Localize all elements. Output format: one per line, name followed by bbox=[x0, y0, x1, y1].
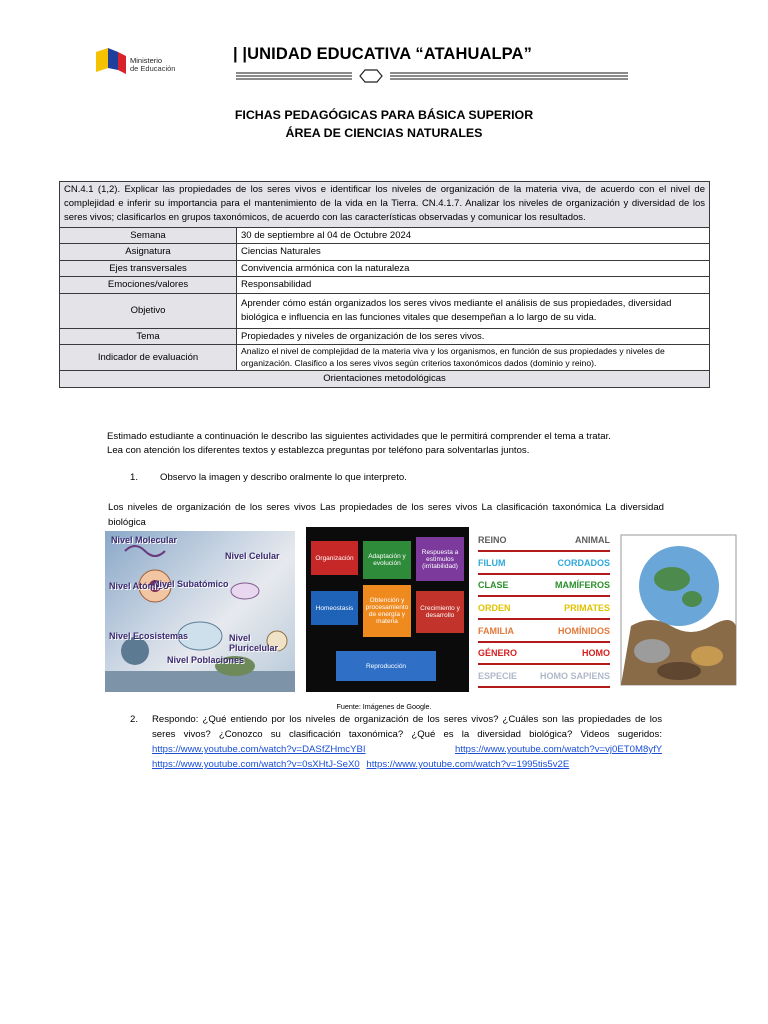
tax-left-4: FAMILIA bbox=[478, 625, 514, 636]
taxonomy-row bbox=[478, 598, 610, 620]
box-crecimiento: Crecimiento y desarrollo bbox=[416, 591, 464, 633]
tax-left-6: ESPECIE bbox=[478, 670, 518, 681]
label-ecosistemas: Nivel Ecosistemas bbox=[109, 631, 189, 641]
row-value-indicador: Analizo el nivel de complejidad de la materia viva y los organismos, en función de sus propiedades y niveles de organización. Clasifico a los seres vivos según criterios taxonómicos dados (dominio y reino). bbox=[237, 345, 710, 371]
table-row bbox=[60, 293, 710, 328]
image-caption: Fuente: Imágenes de Google. bbox=[336, 702, 432, 711]
intro-text bbox=[107, 430, 707, 458]
intro-line1: Estimado estudiante a continuación le describo las siguientes actividades que le permitirá comprender el tema a tratar. bbox=[107, 431, 611, 442]
table-row bbox=[60, 227, 710, 244]
table-row bbox=[60, 277, 710, 294]
intro-line2: Lea con atención los diferentes textos y establezca preguntas por teléfono para solventarlas juntos. bbox=[107, 445, 530, 456]
logo-line1: Ministerio bbox=[130, 56, 163, 65]
logo-line2: de Educación bbox=[130, 64, 176, 73]
row-value-emociones: Responsabilidad bbox=[237, 277, 710, 294]
row-value-ejes: Convivencia armónica con la naturaleza bbox=[237, 260, 710, 277]
flag-icon bbox=[96, 46, 130, 80]
box-obtencion: Obtención y procesamiento de energía y materia bbox=[363, 585, 411, 637]
video-link-1[interactable]: https://www.youtube.com/watch?v=DASfZHmcYBI bbox=[152, 744, 366, 755]
table-footer-row bbox=[60, 371, 710, 388]
taxonomy-row bbox=[478, 575, 610, 597]
box-respuesta: Respuesta a estímulos (irritabilidad) bbox=[416, 537, 464, 581]
box-homeostasis: Homeostasis bbox=[311, 591, 358, 625]
activity-1 bbox=[130, 471, 407, 485]
table-footer: Orientaciones metodológicas bbox=[60, 371, 710, 388]
tax-left-3: ORDEN bbox=[478, 602, 511, 613]
row-label-asignatura: Asignatura bbox=[60, 244, 237, 261]
row-label-ejes: Ejes transversales bbox=[60, 260, 237, 277]
table-row bbox=[60, 345, 710, 371]
row-label-objetivo: Objetivo bbox=[60, 293, 237, 328]
tax-left-5: GÉNERO bbox=[478, 648, 518, 659]
label-atomico: Nivel Atómico bbox=[109, 581, 169, 591]
table-intro-row bbox=[60, 182, 710, 228]
taxonomy-rows bbox=[478, 530, 610, 688]
info-table bbox=[59, 181, 710, 388]
box-adaptacion: Adaptación y evolución bbox=[363, 541, 411, 579]
video-link-3[interactable]: https://www.youtube.com/watch?v=0sXHtJ-SeX0 bbox=[152, 759, 360, 770]
page-subtitle: ÁREA DE CIENCIAS NATURALES bbox=[285, 126, 483, 140]
table-intro: CN.4.1 (1,2). Explicar las propiedades de los seres vivos e identificar los niveles de organización de la materia viva, de acuerdo con el nivel de complejidad e inferir su importancia para el mantenimiento de la vida en la Tierra. CN.4.1.7. Analizar los niveles de organización y diversidad de los seres vivos; clasificarlos en grupos taxonómicos, de acuerdo con las características observadas y comunicar los resultados. bbox=[60, 182, 710, 228]
tax-left-0: REINO bbox=[478, 535, 507, 545]
row-value-objetivo: Aprender cómo están organizados los seres vivos mediante el análisis de sus propiedades, diversidad biológica e influencia en las funciones vitales que desempeñan a lo largo de su vida. bbox=[237, 293, 710, 328]
label-pluricelular: Nivel Pluricelular bbox=[229, 633, 279, 653]
tax-right-1: CORDADOS bbox=[557, 557, 610, 568]
taxonomy-row bbox=[478, 621, 610, 643]
video-link-2[interactable]: https://www.youtube.com/watch?v=vj0ET0M8yfY bbox=[455, 744, 662, 755]
taxonomy-image bbox=[478, 530, 610, 688]
taxonomy-row bbox=[478, 643, 610, 665]
biodiversity-illustration bbox=[617, 531, 740, 689]
table-row bbox=[60, 328, 710, 345]
row-value-semana: 30 de septiembre al 04 de Octubre 2024 bbox=[237, 227, 710, 244]
label-subatomico: Nivel Subatómico bbox=[153, 579, 229, 589]
topics-line: Los niveles de organización de los seres vivos Las propiedades de los seres vivos La clasificación taxonómica La diversidad biológica bbox=[108, 502, 664, 528]
tax-right-2: MAMÍFEROS bbox=[555, 580, 610, 591]
tax-right-3: PRIMATES bbox=[564, 602, 610, 613]
activity-1-text: Observo la imagen y describo oralmente lo que interpreto. bbox=[160, 472, 407, 483]
label-poblaciones: Nivel Poblaciones bbox=[167, 655, 245, 665]
label-molecular: Nivel Molecular bbox=[111, 535, 178, 545]
tax-right-5: HOMO bbox=[582, 648, 610, 659]
activity-2-text bbox=[152, 712, 662, 772]
row-value-tema: Propiedades y niveles de organización de los seres vivos. bbox=[237, 328, 710, 345]
tax-right-0: ANIMAL bbox=[575, 535, 610, 545]
activity-2-question: Respondo: ¿Qué entiendo por los niveles de organización de los seres vivos? ¿Cuáles son las propiedades de los seres vivos? ¿Conozco su clasificación taxonómica? ¿Qué es la diversidad biológica? Videos sugeridos: bbox=[152, 714, 662, 740]
taxonomy-row bbox=[478, 530, 610, 552]
properties-diagram-image bbox=[306, 527, 469, 692]
row-label-emociones: Emociones/valores bbox=[60, 277, 237, 294]
page-title: FICHAS PEDAGÓGICAS PARA BÁSICA SUPERIOR bbox=[234, 108, 534, 122]
tax-right-4: HOMÍNIDOS bbox=[557, 625, 610, 636]
decorative-divider bbox=[236, 67, 628, 87]
levels-of-organization-image bbox=[105, 531, 295, 692]
activity-2-number: 2. bbox=[130, 714, 139, 725]
tax-left-2: CLASE bbox=[478, 580, 509, 591]
school-name: | |UNIDAD EDUCATIVA “ATAHUALPA” bbox=[233, 45, 532, 63]
row-label-indicador: Indicador de evaluación bbox=[60, 345, 237, 371]
tax-right-6: HOMO SAPIENS bbox=[539, 670, 610, 681]
box-organizacion: Organización bbox=[311, 541, 358, 575]
row-label-semana: Semana bbox=[60, 227, 237, 244]
taxonomy-row bbox=[478, 553, 610, 575]
tax-left-1: FILUM bbox=[478, 557, 506, 568]
logo-text bbox=[130, 57, 175, 73]
table-row bbox=[60, 260, 710, 277]
taxonomy-row bbox=[478, 666, 610, 688]
activity-2 bbox=[130, 712, 662, 772]
row-value-asignatura: Ciencias Naturales bbox=[237, 244, 710, 261]
video-link-4[interactable]: https://www.youtube.com/watch?v=1995tis5v2E bbox=[366, 759, 570, 770]
row-label-tema: Tema bbox=[60, 328, 237, 345]
label-celular: Nivel Celular bbox=[225, 551, 280, 561]
box-reproduccion: Reproducción bbox=[336, 651, 436, 681]
biodiversity-image bbox=[617, 531, 740, 689]
table-row bbox=[60, 244, 710, 261]
activity-1-number: 1. bbox=[130, 472, 139, 483]
